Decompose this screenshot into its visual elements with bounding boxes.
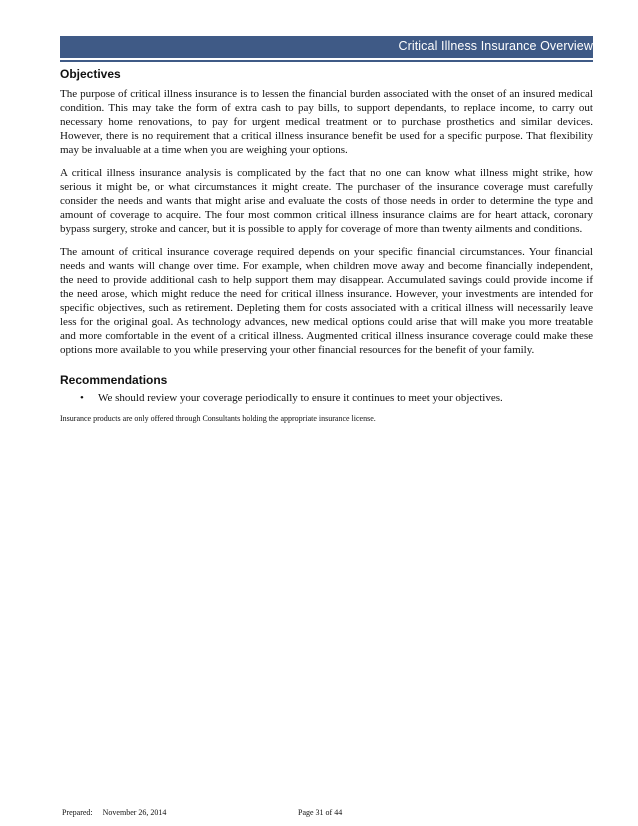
- header-bar: [60, 36, 593, 58]
- bullet-icon: •: [80, 392, 84, 404]
- footer-prepared-date: November 26, 2014: [102, 808, 167, 817]
- footer-prepared-label: Prepared:: [62, 808, 93, 817]
- page-header-title: Critical Illness Insurance Overview: [398, 39, 593, 53]
- document-body: [60, 67, 593, 424]
- footer-prepared: [62, 808, 166, 817]
- insurance-disclaimer: Insurance products are only offered through Consultants holding the appropriate insurance license.: [60, 414, 376, 423]
- recommendation-item: [80, 391, 593, 405]
- objectives-paragraph-1: The purpose of critical illness insurance is to lessen the financial burden associated with the onset of an insured medical condition. This may take the form of extra cash to pay bills, to support dependants, to replace income, to carry out necessary home renovations, to pay for urgent medical treatment or to purchase prosthetics and similar devices. However, there is no requirement that a critical illness insurance benefit be used for a specific purpose. That flexibility may be invaluable at a time when you are weighing your options.: [60, 88, 593, 156]
- recommendations-list: [60, 391, 593, 405]
- objectives-paragraph-3: The amount of critical insurance coverage required depends on your specific financial circumstances. Your financial needs and wants will change over time. For example, when children move away and become financially independent, the need to provide additional cash to help support them may disappear. Accumulated savings could provide income if the need arose, which might reduce the need for critical illness insurance. However, your investments are intended for specific objectives, such as retirement. Depleting them for costs associated with a critical illness will necessarily leave less for the original goal. As technology advances, new medical options could arise that will make you more treatable and more comfortable in the event of a critical illness. Augmented critical illness insurance coverage could make these options more available to you while preserving your other financial resources for the benefit of your family.: [60, 246, 593, 356]
- header-divider: [60, 60, 593, 62]
- objectives-heading: Objectives: [60, 67, 121, 81]
- recommendation-text: We should review your coverage periodically to ensure it continues to meet your objectives.: [98, 392, 503, 404]
- recommendations-heading: Recommendations: [60, 373, 168, 387]
- footer-page-number: Page 31 of 44: [298, 808, 343, 817]
- objectives-paragraph-2: A critical illness insurance analysis is complicated by the fact that no one can know what illness might strike, how serious it might be, or what circumstances it might create. The purchaser of the insurance coverage must carefully consider the needs and wants that might arise and evaluate the costs of those needs in order to determine the type and amount of coverage to acquire. The four most common critical illness insurance claims are for heart attack, coronary bypass surgery, stroke and cancer, but it is possible to apply for coverage of more than twenty ailments and conditions.: [60, 167, 593, 235]
